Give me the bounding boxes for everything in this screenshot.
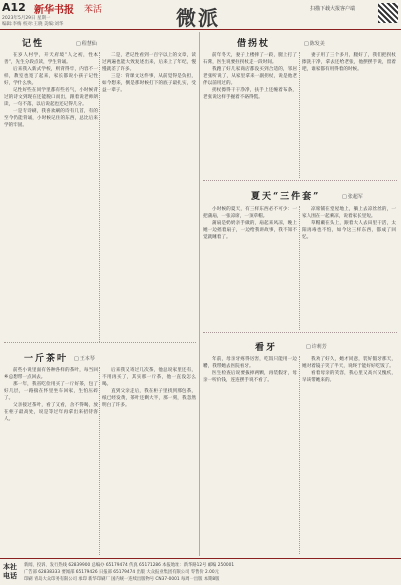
article-paragraph: 看着母亲的笑容，我心里又高兴又愧疚，早该带她来的。 bbox=[302, 371, 396, 384]
article-paragraph: 年前，母亲牙疼得厉害，吃饭只能用一边嚼，我带她去医院看牙。 bbox=[203, 357, 297, 370]
header-rule bbox=[0, 29, 401, 30]
article-byline: □ 陈发美 bbox=[304, 40, 325, 47]
article-title: 记性 bbox=[22, 39, 45, 49]
article-title: 看牙 bbox=[255, 343, 278, 353]
newspaper-name: 新华书报 bbox=[34, 5, 74, 16]
footer-contact: 新闻、投诉、发行热线 62839900 总编办 65179474 传真 65171286 本报地址：新华路12号 邮编 250001 bbox=[24, 563, 235, 568]
footer-departments: 广告部 62838333 要闻部 65179426 日报部 65179474 出版 大众报业集团有限公司 零售价 2.00元 bbox=[24, 570, 219, 575]
column-divider bbox=[99, 52, 100, 342]
newspaper-edition: 苯活 bbox=[84, 5, 103, 15]
article-dentist bbox=[203, 336, 297, 384]
article-paragraph: 拐杖擦得干干净净，扶手上还缠着布条，老张说这样手握着不硌得慌。 bbox=[203, 88, 297, 101]
article-summer-col2 bbox=[302, 184, 396, 241]
footer-brand: 本社电话 bbox=[3, 562, 17, 580]
article-paragraph: 直到父亲走后，我在柜子里找到那包茶，纸已经发黄，茶叶还剩大半，那一刻，我忽然明白了许多。 bbox=[102, 389, 196, 409]
article-paragraph: 后来我入新式学校，则背得牢，内容不一样，教室也宽了起来，家长都说小孩子记性好，学什么快。 bbox=[4, 67, 98, 87]
article-paragraph: 后来我又寄过几次茶，他总说家里还有，不用再买了，其实那一斤茶，他一直没怎么喝。 bbox=[102, 368, 196, 388]
article-paragraph: 那一年，我省吃俭用买了一斤好茶，包了好几层，一路揣在怀里坐车回家，生怕压碎了。 bbox=[4, 382, 98, 402]
article-byline: □ 张超军 bbox=[342, 193, 363, 200]
article-paragraph: 在岁人村学，开天府境“人之初，性本善”，先生分段点读，学生背诵。 bbox=[4, 53, 98, 66]
article-paragraph: 父亲接过茶叶，看了又看，舍不得喝，放在柜子最高处，说是等过年再拿出来招待客人。 bbox=[4, 403, 98, 423]
article-crutch bbox=[203, 32, 297, 101]
page-center-divider bbox=[199, 32, 200, 556]
article-byline: □ 许莉芳 bbox=[306, 343, 327, 350]
article-byline: □ 王本琴 bbox=[74, 355, 95, 362]
article-byline: □ 程慧仙 bbox=[76, 40, 97, 47]
qr-caption: 扫描下载大报客户端 bbox=[310, 6, 356, 12]
qr-code-icon[interactable] bbox=[378, 3, 398, 23]
article-paragraph: 二是，老记性看到一百字以上的文章，读过两遍也能大致复述出来，后来上了年纪，慢慢就差了许多。 bbox=[102, 53, 196, 73]
article-title: 夏天“三件套” bbox=[251, 192, 321, 202]
article-memory bbox=[4, 32, 98, 130]
article-memory-col2 bbox=[102, 52, 196, 94]
article-tea bbox=[4, 345, 98, 423]
article-divider bbox=[4, 342, 196, 343]
column-divider bbox=[299, 206, 300, 330]
article-title: 一斤茶叶 bbox=[24, 354, 69, 364]
article-paragraph: 蒲扇是奶奶亲手做的，扇起来风凉，晚上她一边摇着扇子，一边给我讲故事，我不知不觉就睡着了。 bbox=[203, 221, 297, 241]
footer-print-info: 印刷 青岛大众印务有限公司 承印 新华印刷厂 国内统一连续出版物号 CN37-0001 每周一出版 本期8版 bbox=[24, 577, 220, 582]
issue-date: 2023年5月29日 星期一 bbox=[2, 16, 51, 21]
article-paragraph: 医生检查后说要拔掉两颗，再装假牙，母亲一听价钱，连连摆手说不看了。 bbox=[203, 371, 297, 384]
article-paragraph: 一是专诗刷，我喜欢刷的诗有几首，有的至今仍能背诵，小时候记住的东西，总比后来学的牢固。 bbox=[4, 109, 98, 129]
article-paragraph: 凉席铺在堂屋地上，躺上去凉丝丝的，一家人围在一起乘凉，说着家长里短。 bbox=[302, 207, 396, 220]
qr-promo[interactable] bbox=[310, 3, 398, 27]
article-paragraph: 三是：背课文这件事，从前觉得是负担，如今想来，倒是那时候打下的底子最扎实，受益一辈子。 bbox=[102, 74, 196, 94]
column-divider bbox=[299, 356, 300, 554]
page-number: A12 bbox=[2, 1, 26, 14]
article-paragraph: 草帽戴在头上，跟着大人去田里干活，太阳再毒也不怕，如今这三样东西，都成了回忆。 bbox=[302, 221, 396, 241]
article-title: 借拐杖 bbox=[237, 39, 271, 49]
article-paragraph: 记性好些在同学里都有些名气，小时候背过的诗文到现在还能脱口而出，跟着说老师朗读，一句不落，以后说起也还记得几分。 bbox=[4, 88, 98, 108]
editor-credits: 编辑:李梅 校对:王晓 美编:刘华 bbox=[2, 22, 64, 27]
article-paragraph: 我跑了好几家商店都没买到合适的，邻居老张听说了，从家里拿来一副拐杖，说是他老伴以前用过的。 bbox=[203, 67, 297, 87]
article-paragraph: 妻子用了三个多月，腿好了，我们把拐杖擦洗干净，拿去还给老张，他摆摆手说，留着吧，谁家都有用得着的时候。 bbox=[302, 53, 396, 73]
article-paragraph: 小时候的夏天，有三样东西必不可少：一把蒲扇，一张凉席，一顶草帽。 bbox=[203, 207, 297, 220]
article-crutch-col2 bbox=[302, 32, 396, 73]
article-tea-col2 bbox=[102, 367, 196, 409]
section-title: 微派 bbox=[176, 6, 220, 30]
column-divider bbox=[99, 367, 100, 555]
article-summer bbox=[203, 184, 321, 241]
column-divider bbox=[299, 52, 300, 178]
page-footer bbox=[0, 558, 401, 585]
article-divider bbox=[203, 180, 397, 181]
article-dentist-col2 bbox=[302, 336, 396, 384]
article-paragraph: 前年冬天，妻子上楼摔了一跤，腿上打了石膏，医生说要拄拐杖走一段时间。 bbox=[203, 53, 297, 66]
article-paragraph: 前些小说里面有各种各样的茶叶，每当回乡总想带一点回去。 bbox=[4, 368, 98, 381]
article-paragraph: 我劝了好久，她才同意，装好假牙那天，她对着镜子笑了半天，说终于能好好吃饭了。 bbox=[302, 357, 396, 370]
article-divider bbox=[203, 332, 397, 333]
